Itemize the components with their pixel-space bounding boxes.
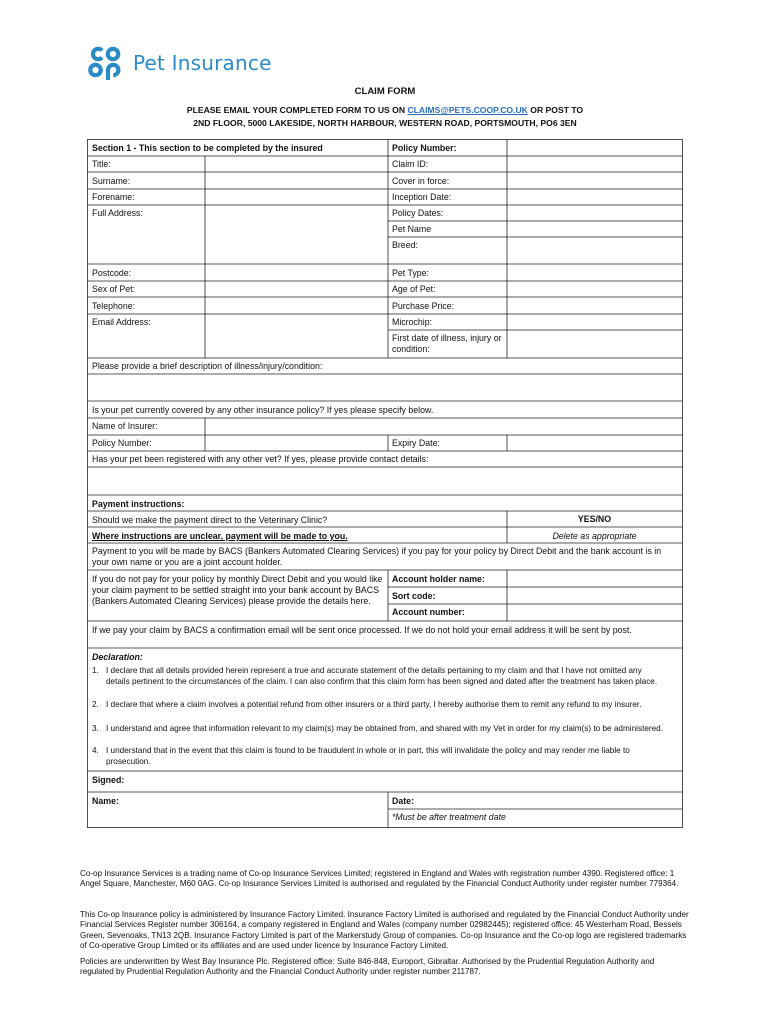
bacs-info: Payment to you will be made by BACS (Bankers Automated Clearing Services) if you pay for your policy by Direct Debit and the bank account is in your own name or you are a joint account holder. bbox=[92, 546, 662, 567]
other-insurance-question: Is your pet currently covered by any other insurance policy? If yes please specify below. bbox=[92, 405, 434, 415]
account-number-label: Account number: bbox=[392, 607, 465, 617]
instructions-line1: PLEASE EMAIL YOUR COMPLETED FORM TO US ON CLAIMS@PETS.COOP.CO.UK OR POST TO bbox=[186, 105, 584, 115]
other-policy-number-label: Policy Number: bbox=[92, 438, 152, 448]
cover-in-force-label: Cover in force: bbox=[392, 176, 450, 186]
email-address-label: Email Address: bbox=[92, 317, 151, 327]
forename-label: Forename: bbox=[92, 192, 135, 202]
telephone-label: Telephone: bbox=[92, 301, 136, 311]
pet-type-label: Pet Type: bbox=[392, 268, 430, 278]
form-title: CLAIM FORM bbox=[354, 86, 416, 97]
declaration-item: 4. I understand that in the event that this claim is found to be fraudulent in whole or in part, this will invalidate the policy and may render me liable to prosecution. bbox=[92, 746, 630, 766]
signed-label: Signed: bbox=[92, 775, 125, 785]
yes-no-option[interactable]: YES/NO bbox=[577, 514, 612, 524]
sex-of-pet-label: Sex of Pet: bbox=[92, 284, 136, 294]
inception-date-label: Inception Date: bbox=[392, 192, 452, 202]
purchase-price-label: Purchase Price: bbox=[392, 301, 455, 311]
age-of-pet-label: Age of Pet: bbox=[392, 284, 436, 294]
declaration-item: 2. I declare that where a claim involves a potential refund from other insurers or a third party, I hereby authorise them to remit any refund to my insurer. bbox=[92, 700, 642, 709]
instructions-line2: 2ND FLOOR, 5000 LAKESIDE, NORTH HARBOUR, WESTERN ROAD, PORTSMOUTH, PO6 3EN bbox=[193, 118, 577, 128]
declaration-item: 1. I declare that all details provided herein represent a true and accurate statement of the details pertaining to my claim and that I have not omitted any details pertinent to the circumstances of the claim. I can also confirm that this claim form has been signed and dated after the treatment has taken place. bbox=[92, 666, 658, 686]
direct-payment-question: Should we make the payment direct to the Veterinary Clinic? bbox=[92, 515, 328, 525]
date-note: *Must be after treatment date bbox=[392, 812, 506, 822]
sort-code-label: Sort code: bbox=[392, 591, 436, 601]
name-label: Name: bbox=[92, 796, 119, 806]
first-date-label: First date of illness, injury or condition: bbox=[392, 333, 502, 354]
payment-heading: Payment instructions: bbox=[92, 499, 185, 509]
logo-text: Pet Insurance bbox=[133, 51, 272, 75]
declaration-heading: Declaration: bbox=[92, 652, 143, 662]
expiry-date-label: Expiry Date: bbox=[392, 438, 440, 448]
account-holder-label: Account holder name: bbox=[392, 574, 485, 584]
claims-email-link[interactable]: CLAIMS@PETS.COOP.CO.UK bbox=[407, 105, 528, 115]
delete-as-appropriate: Delete as appropriate bbox=[552, 531, 637, 541]
pet-name-label: Pet Name bbox=[392, 224, 432, 234]
claim-id-label: Claim ID: bbox=[392, 159, 429, 169]
postcode-label: Postcode: bbox=[92, 268, 132, 278]
breed-label: Breed: bbox=[392, 240, 418, 250]
policy-dates-label: Policy Dates: bbox=[392, 208, 444, 218]
policy-number-label: Policy Number: bbox=[392, 143, 457, 153]
unclear-instructions-note: Where instructions are unclear, payment will be made to you. bbox=[92, 531, 348, 541]
other-vet-question: Has your pet been registered with any other vet? If yes, please provide contact details: bbox=[92, 454, 429, 464]
microchip-label: Microchip: bbox=[392, 317, 433, 327]
footer-paragraph: This Co-op Insurance policy is administered by Insurance Factory Limited. Insurance Factory Limited is authorised and regulated by the Financial Conduct Authority under Financial Services Register number 306164, a company registered in England and Wales (company number 02982445); registered office: 45 Westerham Road, Bessels Green, Sevenoaks, TN13 2QB. Insurance Factory Limited is part of the Markerstudy Group of companies. Co-op Insurance and the Co-op logo are registered trademarks of Co-operative Group Limited or its affiliates and are used under licence by Insurance Factory Limited. bbox=[80, 910, 689, 950]
date-label: Date: bbox=[392, 796, 414, 806]
full-address-label: Full Address: bbox=[92, 208, 143, 218]
insurer-name-label: Name of Insurer: bbox=[92, 421, 158, 431]
section1-heading: Section 1 - This section to be completed by the insured bbox=[92, 143, 323, 153]
description-label: Please provide a brief description of illness/injury/condition: bbox=[92, 361, 323, 371]
footer-paragraph: Co-op Insurance Services is a trading name of Co-op Insurance Services Limited; registered in England and Wales with registration number 4390. Registered office: 1 Angel Square, Manchester, M60 0AG. Co-op Insurance Services Limited is authorised and regulated by the Financial Conduct Authority under register number 779364. bbox=[80, 869, 679, 889]
surname-label: Surname: bbox=[92, 176, 131, 186]
footer-paragraph: Policies are underwritten by West Bay Insurance Plc. Registered office: Suite 846-848, Europort, Gibraltar. Authorised by the Prudential Regulation Authority and regulated by Prudential Regulation Authority and the Financial Conduct Authority under register number 211787. bbox=[80, 957, 655, 977]
title-label: Title: bbox=[92, 159, 111, 169]
bacs-request: If you do not pay for your policy by monthly Direct Debit and you would like your claim payment to be settled straight into your bank account by BACS (Bankers Automated Clearing Services) please provide the details here. bbox=[92, 574, 383, 606]
bacs-confirmation: If we pay your claim by BACS a confirmation email will be sent once processed. If we do not hold your email address it will be sent by post. bbox=[92, 625, 632, 635]
declaration-item: 3. I understand and agree that information relevant to my claim(s) may be obtained from, and shared with my Vet in order for my claim(s) to be administered. bbox=[92, 724, 664, 733]
